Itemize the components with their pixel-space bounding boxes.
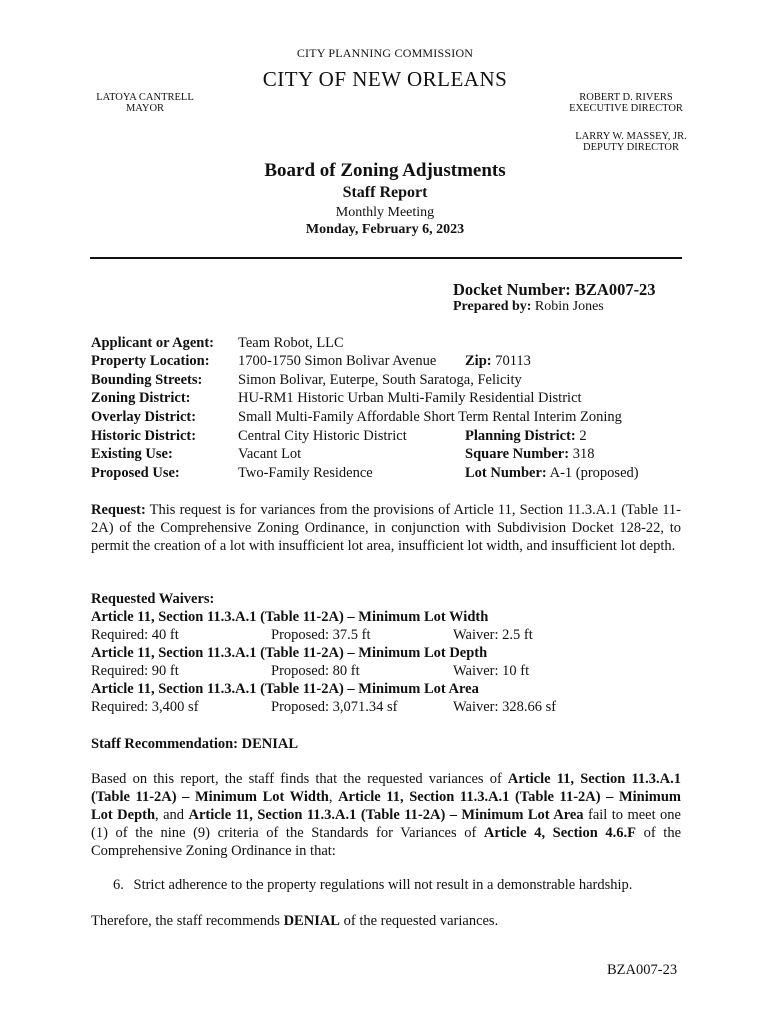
- square-number-field: [465, 446, 594, 463]
- square-number-label: Square Number:: [465, 446, 570, 462]
- square-number-value: 318: [572, 446, 595, 462]
- findings-text: of the Comprehensive Zoning Ordinance in that:: [91, 825, 681, 859]
- request-text: This request is for variances from the provisions of Article 11, Section 11.3.A.1 (Table 11-2A) of the Comprehensive Zoning Ordinance, in conjunction with Subdivision Docket 128-22, to permit the creation of a lot with insufficient lot area, insufficient lot width, and insufficient lot depth.: [91, 502, 681, 554]
- prepared-by-label: Prepared by:: [453, 299, 532, 314]
- findings-paragraph: [91, 770, 681, 860]
- deputy-block: [572, 131, 690, 153]
- conclusion-text: Therefore, the staff recommends: [91, 913, 284, 929]
- zip-label: Zip:: [465, 353, 492, 369]
- field-label: Property Location:: [91, 353, 210, 369]
- findings-article-depth: Article 11, Section 11.3.A.1 (Table 11-2A) – Minimum Lot Depth: [91, 789, 681, 823]
- director-title: EXECUTIVE DIRECTOR: [569, 103, 683, 114]
- waiver-required: Required: 3,400 sf: [91, 699, 199, 715]
- mayor-title: MAYOR: [125, 103, 165, 114]
- mayor-block: [90, 92, 200, 114]
- request-paragraph: [91, 501, 681, 555]
- meeting-date: Monday, February 6, 2023: [305, 222, 465, 237]
- field-label: Proposed Use:: [91, 465, 180, 481]
- field-label: Historic District:: [91, 428, 197, 444]
- field-value: Vacant Lot: [238, 446, 302, 462]
- meeting-type: Monthly Meeting: [335, 205, 435, 220]
- findings-article-area: Article 11, Section 11.3.A.1 (Table 11-2A) – Minimum Lot Area: [188, 807, 584, 823]
- findings-article-width: Article 11, Section 11.3.A.1 (Table 11-2A) – Minimum Lot Width: [91, 771, 681, 805]
- report-title: Staff Report: [342, 184, 428, 201]
- field-label: Existing Use:: [91, 446, 173, 462]
- request-label: Request:: [91, 502, 146, 518]
- findings-standards-ref: Article 4, Section 4.6.F: [483, 825, 636, 841]
- director-name: ROBERT D. RIVERS: [579, 92, 673, 103]
- waiver-required: Required: 40 ft: [91, 627, 179, 643]
- prepared-by: [453, 299, 604, 315]
- deputy-name: LARRY W. MASSEY, JR.: [575, 131, 687, 142]
- commission-name: CITY PLANNING COMMISSION: [296, 46, 474, 60]
- mayor-name: LATOYA CANTRELL: [96, 92, 194, 103]
- waiver-title: Article 11, Section 11.3.A.1 (Table 11-2A) – Minimum Lot Depth: [91, 645, 488, 661]
- waiver-proposed: Proposed: 37.5 ft: [271, 627, 371, 643]
- field-value: HU-RM1 Historic Urban Multi-Family Residential District: [238, 390, 582, 406]
- findings-text: Based on this report, the staff finds that the requested variances of: [91, 771, 508, 787]
- waiver-title: Article 11, Section 11.3.A.1 (Table 11-2A) – Minimum Lot Width: [91, 609, 489, 625]
- conclusion-denial: DENIAL: [283, 913, 340, 929]
- footer-docket: BZA007-23: [607, 962, 678, 978]
- field-label: Applicant or Agent:: [91, 335, 214, 351]
- field-value: Central City Historic District: [238, 428, 407, 444]
- criteria-item: [113, 877, 632, 894]
- conclusion-text: of the requested variances.: [339, 913, 499, 929]
- lot-number-field: [465, 465, 639, 482]
- waiver-amount: Waiver: 328.66 sf: [453, 699, 557, 715]
- waiver-proposed: Proposed: 80 ft: [271, 663, 360, 679]
- waiver-proposed: Proposed: 3,071.34 sf: [271, 699, 398, 715]
- criteria-text: Strict adherence to the property regulations will not result in a demonstrable hardship.: [133, 877, 633, 893]
- findings-text: , and: [155, 807, 189, 823]
- prepared-by-name: Robin Jones: [534, 299, 604, 314]
- planning-district-value: 2: [579, 428, 587, 444]
- deputy-title: DEPUTY DIRECTOR: [583, 142, 679, 153]
- zip-value: 70113: [495, 353, 531, 369]
- director-block: [566, 92, 686, 114]
- findings-text: fail to meet one (1) of the nine (9) criteria of the Standards for Variances of: [91, 807, 681, 841]
- waiver-amount: Waiver: 2.5 ft: [453, 627, 533, 643]
- conclusion: [91, 913, 498, 930]
- field-value: Small Multi-Family Affordable Short Term Rental Interim Zoning: [238, 409, 622, 425]
- planning-district-label: Planning District:: [465, 428, 576, 444]
- findings-text: ,: [328, 789, 339, 805]
- criteria-number: 6.: [113, 877, 124, 893]
- field-value: Team Robot, LLC: [238, 335, 344, 351]
- planning-district-field: [465, 428, 587, 445]
- field-label: Zoning District:: [91, 390, 191, 406]
- field-value: Two-Family Residence: [238, 465, 373, 481]
- waivers-heading: Requested Waivers:: [91, 591, 215, 607]
- city-name: CITY OF NEW ORLEANS: [262, 67, 508, 91]
- waiver-required: Required: 90 ft: [91, 663, 179, 679]
- zip-field: [465, 353, 531, 370]
- field-value: 1700-1750 Simon Bolivar Avenue: [238, 353, 437, 369]
- field-label: Bounding Streets:: [91, 372, 203, 388]
- waiver-title: Article 11, Section 11.3.A.1 (Table 11-2A) – Minimum Lot Area: [91, 681, 479, 697]
- lot-number-label: Lot Number:: [465, 465, 547, 481]
- waiver-amount: Waiver: 10 ft: [453, 663, 530, 679]
- header-divider: [90, 257, 682, 259]
- lot-number-value: A-1 (proposed): [549, 465, 639, 481]
- docket-number: Docket Number: BZA007-23: [453, 280, 656, 299]
- field-label: Overlay District:: [91, 409, 197, 425]
- board-title: Board of Zoning Adjustments: [264, 160, 506, 181]
- field-value: Simon Bolivar, Euterpe, South Saratoga, Felicity: [238, 372, 522, 388]
- staff-recommendation: Staff Recommendation: DENIAL: [91, 736, 299, 752]
